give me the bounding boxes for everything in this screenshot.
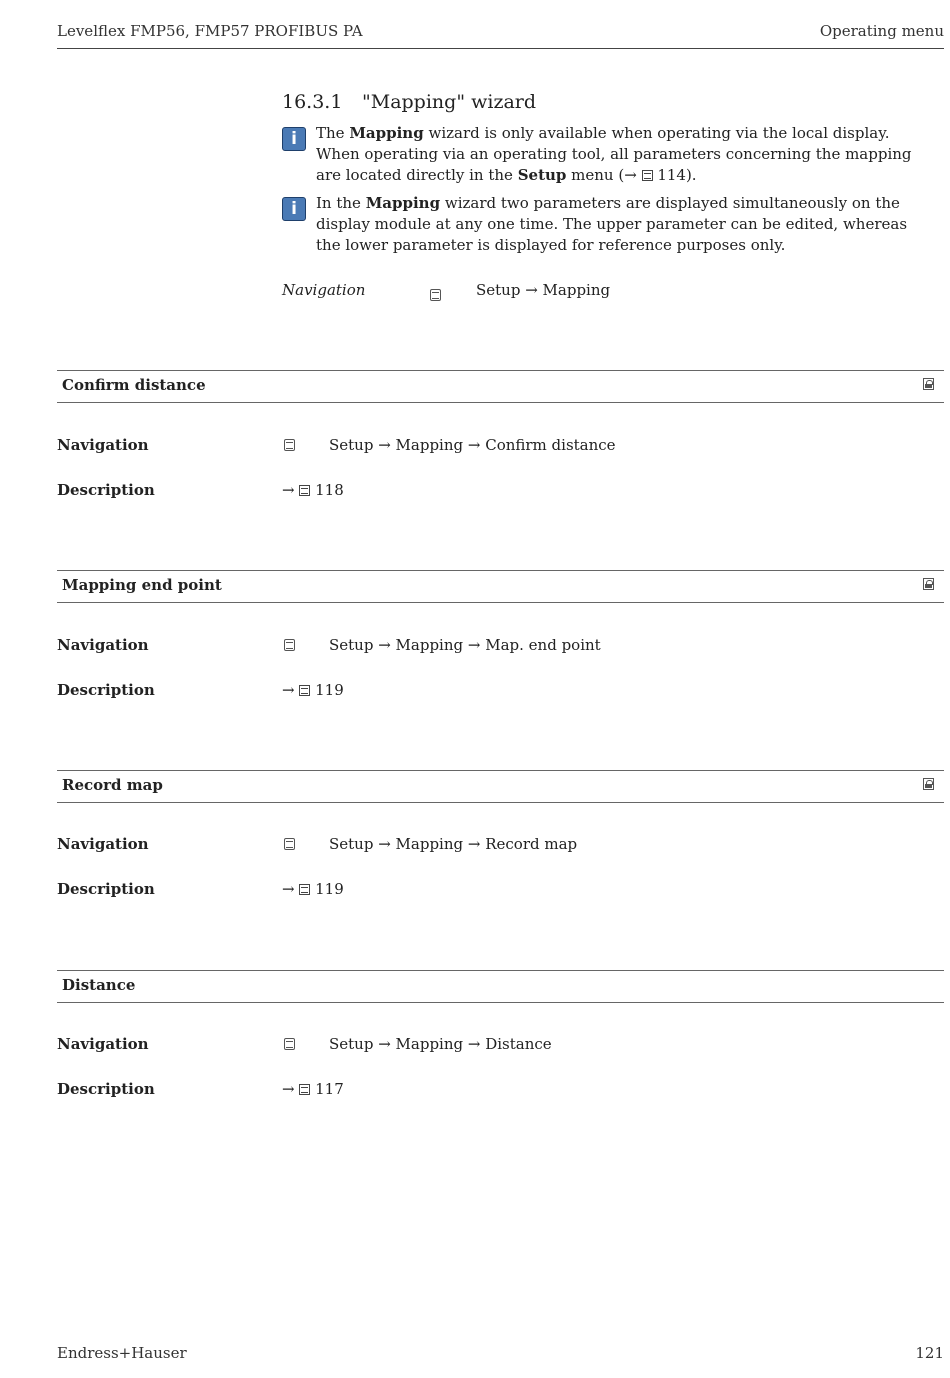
footer-page-number: 121	[915, 1344, 944, 1362]
navigation-path: Setup → Mapping → Distance	[329, 1035, 552, 1053]
running-header-title: Levelflex FMP56, FMP57 PROFIBUS PA	[57, 22, 363, 40]
wizard-navigation-path: Setup → Mapping	[476, 281, 611, 299]
write-protection-icon	[923, 378, 934, 390]
page-reference-number: 119	[315, 681, 344, 699]
info-note-1-text: The Mapping wizard is only available when operating via the local display. When operating via an operating tool, all parameters concerning the mapping are located directly in the Setup menu (→ 114).	[316, 124, 912, 184]
menu-navigation-icon	[284, 439, 295, 451]
parameter-header-confirm-distance	[57, 370, 944, 403]
footer-company: Endress+Hauser	[57, 1344, 187, 1362]
info-note-2	[282, 193, 932, 257]
navigation-path: Setup → Mapping → Record map	[329, 835, 578, 853]
menu-navigation-icon	[284, 838, 295, 850]
parameter-name: Mapping end point	[62, 576, 222, 594]
page-reference-icon	[642, 170, 653, 181]
menu-navigation-icon	[430, 289, 441, 301]
description-label: Description	[57, 880, 155, 898]
parameter-name: Distance	[62, 976, 136, 994]
page-reference-icon	[299, 685, 310, 696]
parameter-header-mapping-end-point	[57, 570, 944, 603]
page-reference-icon	[299, 485, 310, 496]
parameter-name: Record map	[62, 776, 163, 794]
description-label: Description	[57, 481, 155, 499]
description-reference[interactable]: → 119	[282, 880, 344, 898]
info-note-2-text: In the Mapping wizard two parameters are displayed simultaneously on the display module at any one time. The upper parameter can be edited, whereas the lower parameter is displayed for reference purposes only.	[316, 194, 908, 254]
section-title: "Mapping" wizard	[362, 91, 537, 113]
navigation-label: Navigation	[57, 835, 149, 853]
header-rule	[57, 48, 944, 49]
write-protection-icon	[923, 578, 934, 590]
info-note-1	[282, 123, 932, 187]
navigation-label: Navigation	[57, 636, 149, 654]
section-heading	[282, 91, 536, 113]
page-reference-icon	[299, 1084, 310, 1095]
parameter-name: Confirm distance	[62, 376, 206, 394]
page-reference-number: 118	[315, 481, 344, 499]
wizard-navigation-label: Navigation	[282, 281, 366, 299]
description-label: Description	[57, 681, 155, 699]
running-header-chapter: Operating menu	[819, 22, 944, 40]
info-icon: i	[282, 127, 306, 151]
parameter-header-distance	[57, 970, 944, 1003]
navigation-path: Setup → Mapping → Confirm distance	[329, 436, 616, 454]
page-reference-icon	[299, 884, 310, 895]
write-protection-icon	[923, 778, 934, 790]
info-icon: i	[282, 197, 306, 221]
description-label: Description	[57, 1080, 155, 1098]
description-reference[interactable]: → 117	[282, 1080, 344, 1098]
navigation-label: Navigation	[57, 1035, 149, 1053]
page-reference-number: 119	[315, 880, 344, 898]
section-number: 16.3.1	[282, 91, 343, 113]
parameter-header-record-map	[57, 770, 944, 803]
menu-navigation-icon	[284, 639, 295, 651]
navigation-label: Navigation	[57, 436, 149, 454]
menu-navigation-icon	[284, 1038, 295, 1050]
description-reference[interactable]: → 119	[282, 681, 344, 699]
navigation-path: Setup → Mapping → Map. end point	[329, 636, 601, 654]
page-reference-number: 117	[315, 1080, 344, 1098]
description-reference[interactable]: → 118	[282, 481, 344, 499]
